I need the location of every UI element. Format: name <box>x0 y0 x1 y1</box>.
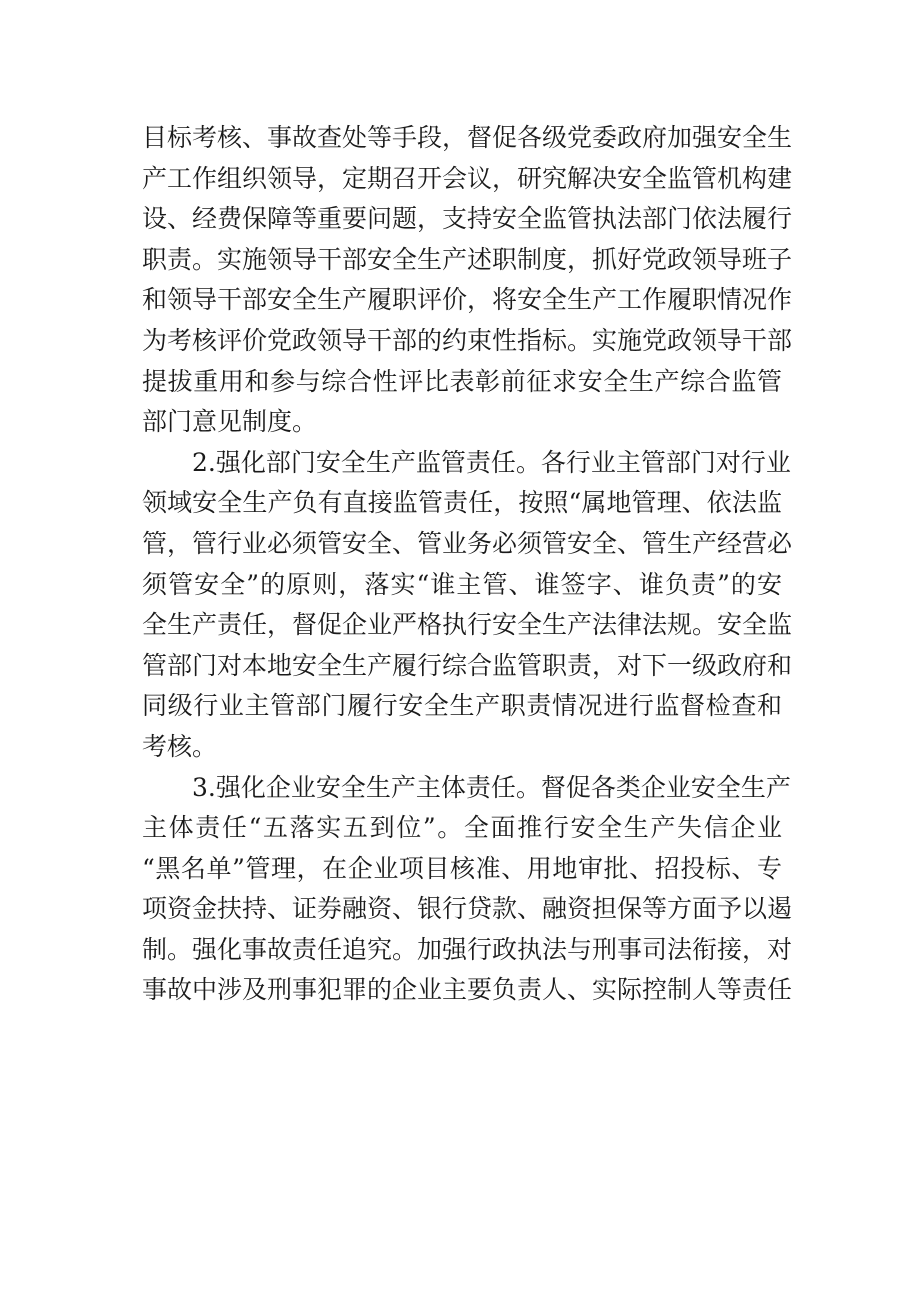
paragraph-1-line-7: 提拔重用和参与综合性评比表彰前征求安全生产综合监管 <box>142 366 782 396</box>
paragraph-2-line-6: 管部门对本地安全生产履行综合监管职责，对下一级政府和 <box>142 650 793 680</box>
body-text <box>142 118 793 1011</box>
paragraph-1-line-6: 为考核评价党政领导干部的约束性指标。实施党政领导干部 <box>142 325 793 355</box>
paragraph-2-line-1: 2.强化部门安全生产监管责任。各行业主管部门对行业 <box>192 447 791 477</box>
paragraph-3-line-4: 项资金扶持、证券融资、银行贷款、融资担保等方面予以遏 <box>142 894 793 924</box>
paragraph-1-line-5: 和领导干部安全生产履职评价，将安全生产工作履职情况作 <box>142 285 793 315</box>
paragraph-1-line-8: 部门意见制度。 <box>142 407 318 437</box>
paragraph-1-line-3: 设、经费保障等重要问题，支持安全监管执法部门依法履行 <box>142 204 793 234</box>
paragraph-2-line-2: 领域安全生产负有直接监管责任，按照“属地管理、依法监 <box>142 488 782 518</box>
paragraph-2-line-4: 须管安全”的原则，落实“谁主管、谁签字、谁负责”的安 <box>142 569 782 599</box>
paragraph-2-line-7: 同级行业主管部门履行安全生产职责情况进行监督检查和 <box>142 691 782 721</box>
paragraph-1-line-1: 目标考核、事故查处等手段，督促各级党委政府加强安全生 <box>142 123 793 152</box>
paragraph-3-line-2: 主体责任“五落实五到位”。全面推行安全生产失信企业 <box>142 813 782 843</box>
paragraph-3-line-5: 制。强化事故责任追究。加强行政执法与刑事司法衔接，对 <box>142 934 793 964</box>
paragraph-2-line-8: 考核。 <box>142 731 218 761</box>
paragraph-3-line-6: 事故中涉及刑事犯罪的企业主要负责人、实际控制人等责任 <box>142 975 793 1005</box>
paragraph-2-line-3: 管，管行业必须管安全、管业务必须管安全、管生产经营必 <box>142 528 793 558</box>
paragraph-2-line-5: 全生产责任，督促企业严格执行安全生产法律法规。安全监 <box>142 610 793 640</box>
paragraph-1-line-4: 职责。实施领导干部安全生产述职制度，抓好党政领导班子 <box>142 244 793 274</box>
paragraph-1-line-2: 产工作组织领导，定期召开会议，研究解决安全监管机构建 <box>142 163 793 193</box>
paragraph-3-line-1: 3.强化企业安全生产主体责任。督促各类企业安全生产 <box>192 772 791 802</box>
paragraph-3-line-3: “黑名单”管理，在企业项目核准、用地审批、招投标、专 <box>142 853 782 883</box>
